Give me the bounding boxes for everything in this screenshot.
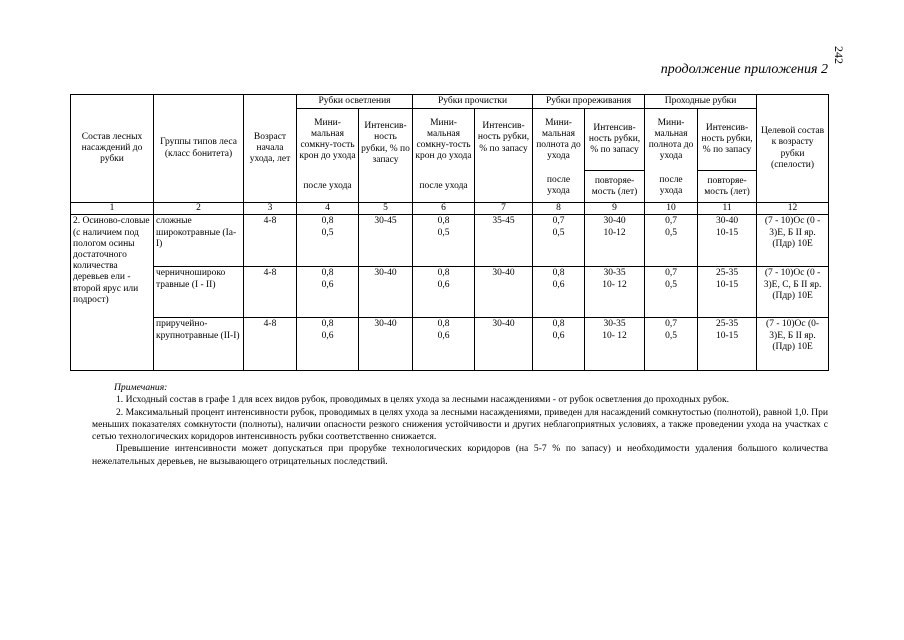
osv-min-density-cell: 0,8 0,6	[297, 267, 359, 318]
start-age-cell: 4-8	[244, 318, 297, 371]
header-osv-min-density: Мини-мальная сомкну-тость крон до ухода	[297, 109, 359, 171]
column-number: 9	[585, 203, 645, 215]
proch-min-density-cell: 0,8 0,6	[413, 318, 475, 371]
column-number: 1	[71, 203, 154, 215]
proch-intensity-cell: 30-40	[475, 267, 533, 318]
column-number: 12	[757, 203, 829, 215]
osv-intensity-cell: 30-40	[359, 318, 413, 371]
start-age-cell: 4-8	[244, 267, 297, 318]
column-number: 7	[475, 203, 533, 215]
header-prokhod-intensity: Интенсив-ность рубки, % по запасу	[698, 109, 757, 171]
table-body	[71, 215, 829, 371]
header-group-prochistka: Рубки прочистки	[413, 95, 533, 109]
header-forest-type-groups: Группы типов леса (класс бонитета)	[154, 95, 244, 203]
table-row	[71, 318, 829, 371]
prokhod-intensity-cell: 30-40 10-15	[698, 215, 757, 267]
column-number: 4	[297, 203, 359, 215]
forest-type-group-cell: сложные широкотравные (Iа-I)	[154, 215, 244, 267]
target-composition-cell: (7 - 10)Ос (0 - 3)Е, Б II яр. (Пдр) 10Е	[757, 215, 829, 267]
prokhod-min-fullness-cell: 0,7 0,5	[645, 318, 698, 371]
start-age-cell: 4-8	[244, 215, 297, 267]
table-row	[71, 267, 829, 318]
header-prorezh-after-care: после ухода	[533, 171, 585, 203]
column-number: 11	[698, 203, 757, 215]
header-osv-intensity: Интенсив-ность рубки, % по запасу	[359, 109, 413, 203]
prokhod-min-fullness-cell: 0,7 0,5	[645, 215, 698, 267]
header-composition: Состав лесных насаждений до рубки	[71, 95, 154, 203]
forest-type-group-cell: приручейно-крупнотравные (II-I)	[154, 318, 244, 371]
proch-intensity-cell: 35-45	[475, 215, 533, 267]
osv-intensity-cell: 30-45	[359, 215, 413, 267]
composition-cell: 2. Осиново-словые (с наличием под пологом осины достаточного количества деревьев ели - второй ярус или подрост)	[71, 215, 154, 371]
header-prokhod-after-care: после ухода	[645, 171, 698, 203]
prorezh-intensity-cell: 30-35 10- 12	[585, 318, 645, 371]
prokhod-intensity-cell: 25-35 10-15	[698, 318, 757, 371]
column-number: 8	[533, 203, 585, 215]
prorezh-min-fullness-cell: 0,8 0,6	[533, 267, 585, 318]
proch-min-density-cell: 0,8 0,6	[413, 267, 475, 318]
header-osv-after-care: после ухода	[297, 171, 359, 203]
osv-min-density-cell: 0,8 0,6	[297, 318, 359, 371]
header-prokhod-repeat: повторяе-мость (лет)	[698, 171, 757, 203]
target-composition-cell: (7 - 10)Ос (0 - 3)Е, С, Б II яр. (Пдр) 10Е	[757, 267, 829, 318]
column-number: 5	[359, 203, 413, 215]
header-start-age: Возраст начала ухода, лет	[244, 95, 297, 203]
prorezh-intensity-cell: 30-35 10- 12	[585, 267, 645, 318]
osv-min-density-cell: 0,8 0,5	[297, 215, 359, 267]
column-number: 2	[154, 203, 244, 215]
target-composition-cell: (7 - 10)Ос (0-3)Е, Б II яр. (Пдр) 10Е	[757, 318, 829, 371]
table-row	[71, 215, 829, 267]
header-group-prorezhivanie: Рубки прореживания	[533, 95, 645, 109]
prokhod-intensity-cell: 25-35 10-15	[698, 267, 757, 318]
forest-type-group-cell: черничношироко травные (I - II)	[154, 267, 244, 318]
header-proch-min-density: Мини-мальная сомкну-тость крон до ухода	[413, 109, 475, 171]
header-prokhod-min-fullness: Мини-мальная полнота до ухода	[645, 109, 698, 171]
notes-title: Примечания:	[114, 382, 168, 393]
proch-min-density-cell: 0,8 0,5	[413, 215, 475, 267]
osv-intensity-cell: 30-40	[359, 267, 413, 318]
header-target-composition: Целевой состав к возрасту рубки (спелости)	[757, 95, 829, 203]
continuation-caption: продолжение приложения 2	[660, 62, 828, 77]
prorezh-intensity-cell: 30-40 10-12	[585, 215, 645, 267]
header-prorezh-intensity: Интенсив-ность рубки, % по запасу	[585, 109, 645, 171]
header-group-prokhodnye: Проходные рубки	[645, 95, 757, 109]
prokhod-min-fullness-cell: 0,7 0,5	[645, 267, 698, 318]
header-proch-intensity: Интенсив-ность рубки, % по запасу	[475, 109, 533, 203]
header-prorezh-min-fullness: Мини-мальная полнота до ухода	[533, 109, 585, 171]
note-3: Превышение интенсивности может допускаться при прорубке технологических коридоров (на 5-7 % по запасу) и необходимости удаления большого количества нежелательных деревьев, не вызывающего отрицательных последствий.	[92, 443, 828, 467]
note-2: 2. Максимальный процент интенсивности рубок, проводимых в целях ухода за лесными насаждениями, приведен для насаждений сомкнутостью (полнотой), равной 1,0. При меньших показателях сомкнутости (полноты), наличии опасности резкого снижения устойчивости и других неблагоприятных условиях, а также проведении ухода на участках с сетью технологических коридоров интенсивность рубки соответственно снижается.	[92, 406, 828, 443]
column-number: 6	[413, 203, 475, 215]
page-number: 242	[832, 46, 846, 64]
column-number: 3	[244, 203, 297, 215]
header-group-osvetlenie: Рубки осветления	[297, 95, 413, 109]
thinning-norms-table	[70, 94, 829, 371]
prorezh-min-fullness-cell: 0,8 0,6	[533, 318, 585, 371]
proch-intensity-cell: 30-40	[475, 318, 533, 371]
header-proch-after-care: после ухода	[413, 171, 475, 203]
note-1: 1. Исходный состав в графе 1 для всех видов рубок, проводимых в целях ухода за лесными насаждениями - от рубок осветления до проходных рубок.	[116, 394, 730, 406]
notes-section	[92, 382, 828, 468]
column-number: 10	[645, 203, 698, 215]
prorezh-min-fullness-cell: 0,7 0,5	[533, 215, 585, 267]
header-prorezh-repeat: повторяе-мость (лет)	[585, 171, 645, 203]
